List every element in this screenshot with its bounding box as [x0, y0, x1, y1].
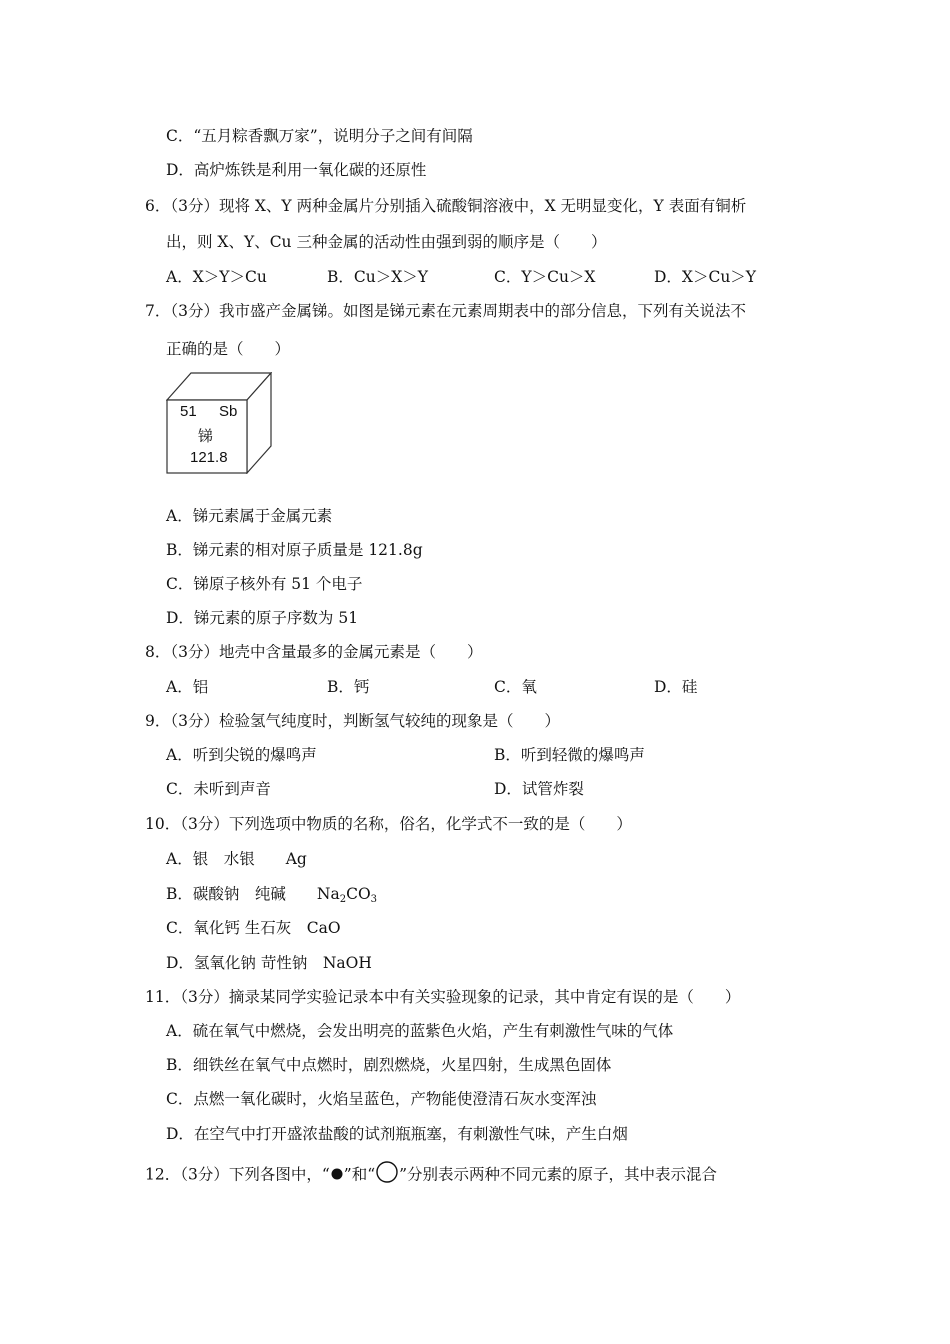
q12-stem [145, 1161, 717, 1190]
q10-option-c: C．氧化钙 生石灰 CaO [166, 919, 341, 937]
q10-option-b [166, 884, 377, 904]
q8-option-d: D．硅 [654, 678, 698, 696]
q10-option-b-mid: CO [346, 885, 371, 903]
q6-option-a: A．X＞Y＞Cu [166, 268, 267, 286]
q9-option-d: D．试管炸裂 [494, 780, 584, 798]
q9-stem: 9．（3分）检验氢气纯度时，判断氢气较纯的现象是（ ） [145, 712, 560, 730]
q6-stem-line2: 出，则 X、Y、Cu 三种金属的活动性由强到弱的顺序是（ ） [166, 233, 607, 251]
q9-option-a: A．听到尖锐的爆鸣声 [166, 746, 317, 764]
q10-option-b-sub1: 2 [339, 894, 347, 905]
element-cube-figure [166, 372, 272, 474]
q9-option-c: C．未听到声音 [166, 780, 271, 798]
q7-option-a: A．锑元素属于金属元素 [166, 507, 333, 525]
filled-circle-icon [330, 1166, 344, 1186]
q7-option-c: C．锑原子核外有 51 个电子 [166, 575, 363, 593]
q6-option-d: D．X＞Cu＞Y [654, 268, 757, 286]
q7-stem-line1: 7．（3分）我市盛产金属锑。如图是锑元素在元素周期表中的部分信息，下列有关说法不 [145, 302, 746, 320]
q10-option-b-sub2: 3 [370, 894, 378, 905]
q6-option-b: B．Cu＞X＞Y [327, 268, 428, 286]
q10-option-b-text: B．碳酸钠 纯碱 Na [166, 885, 340, 903]
q12-stem-mid: ”和“ [343, 1165, 376, 1184]
q10-option-a: A．银 水银 Ag [166, 850, 307, 868]
q11-stem: 11．（3分）摘录某同学实验记录本中有关实验现象的记录，其中肯定有误的是（ ） [145, 988, 741, 1006]
q8-option-a: A．铝 [166, 678, 209, 696]
q9-option-b: B．听到轻微的爆鸣声 [494, 746, 645, 764]
q11-option-b: B．细铁丝在氧气中点燃时，剧烈燃烧，火星四射，生成黑色固体 [166, 1056, 612, 1074]
q5-option-d: D．高炉炼铁是利用一氧化碳的还原性 [166, 161, 427, 179]
q10-stem: 10．（3分）下列选项中物质的名称，俗名，化学式不一致的是（ ） [145, 815, 632, 833]
q8-option-c: C．氧 [494, 678, 537, 696]
q12-stem-post: ”分别表示两种不同元素的原子，其中表示混合 [399, 1165, 718, 1184]
q7-option-d: D．锑元素的原子序数为 51 [166, 609, 359, 627]
hollow-circle-icon [375, 1161, 399, 1190]
q8-option-b: B．钙 [327, 678, 370, 696]
q5-option-c: C．“五月粽香飘万家”，说明分子之间有间隔 [166, 127, 473, 145]
q6-stem-line1: 6．（3分）现将 X、Y 两种金属片分别插入硫酸铜溶液中，X 无明显变化，Y 表面有铜析 [145, 197, 747, 215]
element-atomic-mass: 121.8 [190, 449, 228, 466]
element-symbol: Sb [219, 403, 238, 420]
q12-stem-pre: 12．（3分）下列各图中，“ [145, 1165, 330, 1184]
q6-option-c: C．Y＞Cu＞X [494, 268, 596, 286]
q7-stem-line2: 正确的是（ ） [166, 340, 291, 358]
q11-option-d: D．在空气中打开盛浓盐酸的试剂瓶瓶塞，有刺激性气味，产生白烟 [166, 1125, 628, 1143]
element-atomic-number: 51 [180, 403, 197, 420]
q8-stem: 8．（3分）地壳中含量最多的金属元素是（ ） [145, 643, 483, 661]
q11-option-a: A．硫在氧气中燃烧，会发出明亮的蓝紫色火焰，产生有刺激性气味的气体 [166, 1022, 674, 1040]
element-name: 锑 [198, 427, 214, 445]
q10-option-d: D．氢氧化钠 苛性钠 NaOH [166, 954, 372, 972]
q11-option-c: C．点燃一氧化碳时，火焰呈蓝色，产物能使澄清石灰水变浑浊 [166, 1090, 597, 1108]
q7-option-b: B．锑元素的相对原子质量是 121.8g [166, 541, 423, 559]
